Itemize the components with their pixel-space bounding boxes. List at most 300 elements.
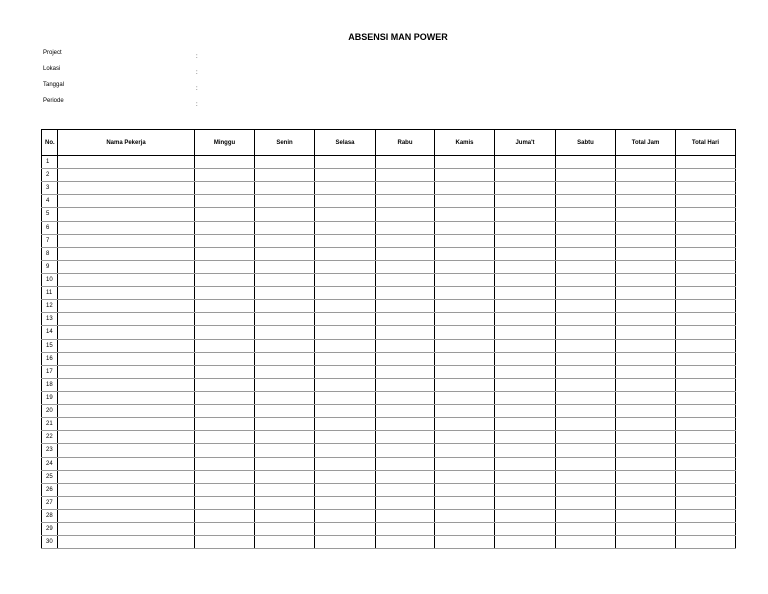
table-cell[interactable] [376,496,435,509]
table-cell[interactable] [195,444,255,457]
table-cell[interactable] [495,339,556,352]
table-cell[interactable] [315,352,376,365]
table-cell[interactable] [376,457,435,470]
table-cell[interactable] [676,339,736,352]
table-cell[interactable] [676,182,736,195]
table-cell[interactable] [376,300,435,313]
table-cell[interactable] [255,234,315,247]
table-cell[interactable] [676,234,736,247]
table-cell[interactable] [315,536,376,549]
table-cell[interactable] [556,405,616,418]
table-cell[interactable] [58,260,195,273]
table-cell[interactable] [676,536,736,549]
table-cell[interactable] [195,405,255,418]
table-cell[interactable] [616,339,676,352]
table-cell[interactable] [556,273,616,286]
table-cell[interactable] [495,536,556,549]
table-cell[interactable] [195,326,255,339]
table-cell[interactable] [195,509,255,522]
table-cell[interactable] [435,483,495,496]
table-cell[interactable] [255,457,315,470]
table-cell[interactable] [556,536,616,549]
table-cell[interactable] [616,405,676,418]
table-cell[interactable] [616,208,676,221]
table-cell[interactable] [58,523,195,536]
table-cell[interactable] [255,483,315,496]
table-cell[interactable] [495,391,556,404]
table-cell[interactable] [676,405,736,418]
table-cell[interactable] [58,273,195,286]
table-cell[interactable] [556,418,616,431]
table-cell[interactable] [495,509,556,522]
table-cell[interactable] [195,536,255,549]
table-cell[interactable] [315,287,376,300]
table-cell[interactable] [676,156,736,169]
table-cell[interactable] [556,483,616,496]
table-cell[interactable] [255,260,315,273]
table-cell[interactable] [255,287,315,300]
table-cell[interactable] [255,300,315,313]
table-cell[interactable] [556,260,616,273]
table-cell[interactable] [255,444,315,457]
table-cell[interactable] [556,221,616,234]
table-cell[interactable] [315,418,376,431]
table-cell[interactable] [58,313,195,326]
table-cell[interactable] [376,509,435,522]
table-cell[interactable] [376,365,435,378]
table-cell[interactable] [556,470,616,483]
table-cell[interactable] [58,352,195,365]
table-cell[interactable] [315,273,376,286]
table-cell[interactable] [195,273,255,286]
table-cell[interactable] [376,405,435,418]
table-cell[interactable] [676,509,736,522]
table-cell[interactable] [616,287,676,300]
table-cell[interactable] [616,313,676,326]
table-cell[interactable] [495,496,556,509]
table-cell[interactable] [315,326,376,339]
table-cell[interactable] [435,496,495,509]
table-cell[interactable] [376,536,435,549]
table-cell[interactable] [195,247,255,260]
table-cell[interactable] [676,169,736,182]
table-cell[interactable] [495,405,556,418]
table-cell[interactable] [435,300,495,313]
table-cell[interactable] [676,523,736,536]
table-cell[interactable] [676,431,736,444]
table-cell[interactable] [315,313,376,326]
table-cell[interactable] [616,182,676,195]
table-cell[interactable] [58,536,195,549]
table-cell[interactable] [195,260,255,273]
table-cell[interactable] [435,365,495,378]
table-cell[interactable] [556,431,616,444]
table-cell[interactable] [556,300,616,313]
table-cell[interactable] [676,378,736,391]
table-cell[interactable] [195,221,255,234]
table-cell[interactable] [58,234,195,247]
table-cell[interactable] [315,509,376,522]
table-cell[interactable] [376,273,435,286]
table-cell[interactable] [435,287,495,300]
table-cell[interactable] [315,156,376,169]
table-cell[interactable] [376,208,435,221]
table-cell[interactable] [435,221,495,234]
table-cell[interactable] [195,457,255,470]
table-cell[interactable] [556,444,616,457]
table-cell[interactable] [616,391,676,404]
table-cell[interactable] [376,523,435,536]
table-cell[interactable] [616,457,676,470]
table-cell[interactable] [556,509,616,522]
table-cell[interactable] [616,378,676,391]
table-cell[interactable] [376,182,435,195]
table-cell[interactable] [435,418,495,431]
table-cell[interactable] [435,523,495,536]
table-cell[interactable] [195,483,255,496]
table-cell[interactable] [255,195,315,208]
table-cell[interactable] [376,444,435,457]
table-cell[interactable] [676,444,736,457]
table-cell[interactable] [676,300,736,313]
table-cell[interactable] [556,195,616,208]
table-cell[interactable] [255,156,315,169]
table-cell[interactable] [495,208,556,221]
table-cell[interactable] [556,247,616,260]
table-cell[interactable] [676,221,736,234]
table-cell[interactable] [315,378,376,391]
table-cell[interactable] [195,156,255,169]
table-cell[interactable] [495,326,556,339]
table-cell[interactable] [255,496,315,509]
table-cell[interactable] [376,431,435,444]
table-cell[interactable] [676,483,736,496]
table-cell[interactable] [495,169,556,182]
table-cell[interactable] [676,247,736,260]
table-cell[interactable] [616,365,676,378]
table-cell[interactable] [495,156,556,169]
table-cell[interactable] [556,391,616,404]
table-cell[interactable] [58,470,195,483]
table-cell[interactable] [58,300,195,313]
table-cell[interactable] [58,405,195,418]
table-cell[interactable] [376,483,435,496]
table-cell[interactable] [58,483,195,496]
table-cell[interactable] [255,470,315,483]
table-cell[interactable] [676,352,736,365]
table-cell[interactable] [676,496,736,509]
table-cell[interactable] [195,496,255,509]
table-cell[interactable] [315,470,376,483]
table-cell[interactable] [435,391,495,404]
table-cell[interactable] [58,509,195,522]
table-cell[interactable] [376,313,435,326]
table-cell[interactable] [676,208,736,221]
table-cell[interactable] [195,391,255,404]
table-cell[interactable] [616,470,676,483]
table-cell[interactable] [58,247,195,260]
table-cell[interactable] [435,273,495,286]
table-cell[interactable] [255,418,315,431]
table-cell[interactable] [435,470,495,483]
table-cell[interactable] [315,431,376,444]
table-cell[interactable] [315,221,376,234]
table-cell[interactable] [255,273,315,286]
table-cell[interactable] [676,195,736,208]
table-cell[interactable] [556,169,616,182]
table-cell[interactable] [616,523,676,536]
table-cell[interactable] [435,352,495,365]
table-cell[interactable] [435,313,495,326]
table-cell[interactable] [255,326,315,339]
table-cell[interactable] [495,483,556,496]
table-cell[interactable] [315,300,376,313]
table-cell[interactable] [376,156,435,169]
table-cell[interactable] [616,509,676,522]
table-cell[interactable] [616,496,676,509]
table-cell[interactable] [195,195,255,208]
table-cell[interactable] [616,273,676,286]
table-cell[interactable] [435,234,495,247]
table-cell[interactable] [195,287,255,300]
table-cell[interactable] [556,287,616,300]
table-cell[interactable] [556,496,616,509]
table-cell[interactable] [376,221,435,234]
table-cell[interactable] [195,169,255,182]
table-cell[interactable] [435,431,495,444]
table-cell[interactable] [58,156,195,169]
table-cell[interactable] [58,457,195,470]
table-cell[interactable] [495,470,556,483]
table-cell[interactable] [255,313,315,326]
table-cell[interactable] [435,326,495,339]
table-cell[interactable] [315,169,376,182]
table-cell[interactable] [616,444,676,457]
table-cell[interactable] [195,523,255,536]
table-cell[interactable] [495,300,556,313]
table-cell[interactable] [435,182,495,195]
table-cell[interactable] [58,326,195,339]
table-cell[interactable] [315,260,376,273]
table-cell[interactable] [435,156,495,169]
table-cell[interactable] [376,195,435,208]
table-cell[interactable] [195,313,255,326]
table-cell[interactable] [435,260,495,273]
table-cell[interactable] [315,208,376,221]
table-cell[interactable] [495,247,556,260]
table-cell[interactable] [195,300,255,313]
table-cell[interactable] [195,431,255,444]
table-cell[interactable] [676,313,736,326]
table-cell[interactable] [495,182,556,195]
table-cell[interactable] [616,418,676,431]
table-cell[interactable] [556,457,616,470]
table-cell[interactable] [616,300,676,313]
table-cell[interactable] [255,378,315,391]
table-cell[interactable] [376,418,435,431]
table-cell[interactable] [58,339,195,352]
table-cell[interactable] [315,444,376,457]
table-cell[interactable] [495,378,556,391]
table-cell[interactable] [58,169,195,182]
table-cell[interactable] [676,457,736,470]
table-cell[interactable] [676,391,736,404]
table-cell[interactable] [676,470,736,483]
table-cell[interactable] [315,365,376,378]
table-cell[interactable] [376,378,435,391]
table-cell[interactable] [315,339,376,352]
table-cell[interactable] [556,339,616,352]
table-cell[interactable] [495,352,556,365]
table-cell[interactable] [58,418,195,431]
table-cell[interactable] [676,326,736,339]
table-cell[interactable] [255,169,315,182]
table-cell[interactable] [376,326,435,339]
table-cell[interactable] [195,378,255,391]
table-cell[interactable] [495,221,556,234]
table-cell[interactable] [495,313,556,326]
table-cell[interactable] [255,221,315,234]
table-cell[interactable] [556,378,616,391]
table-cell[interactable] [195,352,255,365]
table-cell[interactable] [495,195,556,208]
table-cell[interactable] [435,339,495,352]
table-cell[interactable] [255,536,315,549]
table-cell[interactable] [315,234,376,247]
table-cell[interactable] [376,234,435,247]
table-cell[interactable] [195,182,255,195]
table-cell[interactable] [58,208,195,221]
table-cell[interactable] [195,234,255,247]
table-cell[interactable] [495,523,556,536]
table-cell[interactable] [556,313,616,326]
table-cell[interactable] [255,431,315,444]
table-cell[interactable] [676,260,736,273]
table-cell[interactable] [616,483,676,496]
table-cell[interactable] [616,352,676,365]
table-cell[interactable] [58,444,195,457]
table-cell[interactable] [556,326,616,339]
table-cell[interactable] [616,156,676,169]
table-cell[interactable] [376,470,435,483]
table-cell[interactable] [315,182,376,195]
table-cell[interactable] [616,195,676,208]
table-cell[interactable] [195,365,255,378]
table-cell[interactable] [315,247,376,260]
table-cell[interactable] [556,182,616,195]
table-cell[interactable] [58,496,195,509]
table-cell[interactable] [255,405,315,418]
table-cell[interactable] [435,195,495,208]
table-cell[interactable] [58,182,195,195]
table-cell[interactable] [315,457,376,470]
table-cell[interactable] [616,247,676,260]
table-cell[interactable] [376,391,435,404]
table-cell[interactable] [495,431,556,444]
table-cell[interactable] [376,339,435,352]
table-cell[interactable] [435,208,495,221]
table-cell[interactable] [435,536,495,549]
table-cell[interactable] [616,536,676,549]
table-cell[interactable] [376,169,435,182]
table-cell[interactable] [255,523,315,536]
table-cell[interactable] [556,365,616,378]
table-cell[interactable] [315,405,376,418]
table-cell[interactable] [255,365,315,378]
table-cell[interactable] [495,287,556,300]
table-cell[interactable] [616,260,676,273]
table-cell[interactable] [255,339,315,352]
table-cell[interactable] [495,260,556,273]
table-cell[interactable] [616,169,676,182]
table-cell[interactable] [58,391,195,404]
table-cell[interactable] [195,418,255,431]
table-cell[interactable] [315,496,376,509]
table-cell[interactable] [195,208,255,221]
table-cell[interactable] [435,247,495,260]
table-cell[interactable] [495,444,556,457]
table-cell[interactable] [556,523,616,536]
table-cell[interactable] [195,470,255,483]
table-cell[interactable] [616,431,676,444]
table-cell[interactable] [315,483,376,496]
table-cell[interactable] [556,156,616,169]
table-cell[interactable] [315,391,376,404]
table-cell[interactable] [58,378,195,391]
table-cell[interactable] [255,509,315,522]
table-cell[interactable] [616,221,676,234]
table-cell[interactable] [495,234,556,247]
table-cell[interactable] [435,444,495,457]
table-cell[interactable] [376,260,435,273]
table-cell[interactable] [676,287,736,300]
table-cell[interactable] [255,208,315,221]
table-cell[interactable] [376,247,435,260]
table-cell[interactable] [495,365,556,378]
table-cell[interactable] [616,326,676,339]
table-cell[interactable] [435,405,495,418]
table-cell[interactable] [255,391,315,404]
table-cell[interactable] [376,352,435,365]
table-cell[interactable] [58,431,195,444]
table-cell[interactable] [435,169,495,182]
table-cell[interactable] [676,273,736,286]
table-cell[interactable] [495,273,556,286]
table-cell[interactable] [435,378,495,391]
table-cell[interactable] [58,221,195,234]
table-cell[interactable] [556,352,616,365]
table-cell[interactable] [315,523,376,536]
table-cell[interactable] [616,234,676,247]
table-cell[interactable] [676,418,736,431]
table-cell[interactable] [255,352,315,365]
table-cell[interactable] [676,365,736,378]
table-cell[interactable] [495,457,556,470]
table-cell[interactable] [255,247,315,260]
table-cell[interactable] [376,287,435,300]
table-cell[interactable] [435,509,495,522]
table-cell[interactable] [58,195,195,208]
table-cell[interactable] [556,234,616,247]
table-cell[interactable] [435,457,495,470]
table-cell[interactable] [58,287,195,300]
table-cell[interactable] [195,339,255,352]
table-cell[interactable] [495,418,556,431]
table-cell[interactable] [315,195,376,208]
table-cell[interactable] [255,182,315,195]
table-cell[interactable] [556,208,616,221]
table-cell[interactable] [58,365,195,378]
